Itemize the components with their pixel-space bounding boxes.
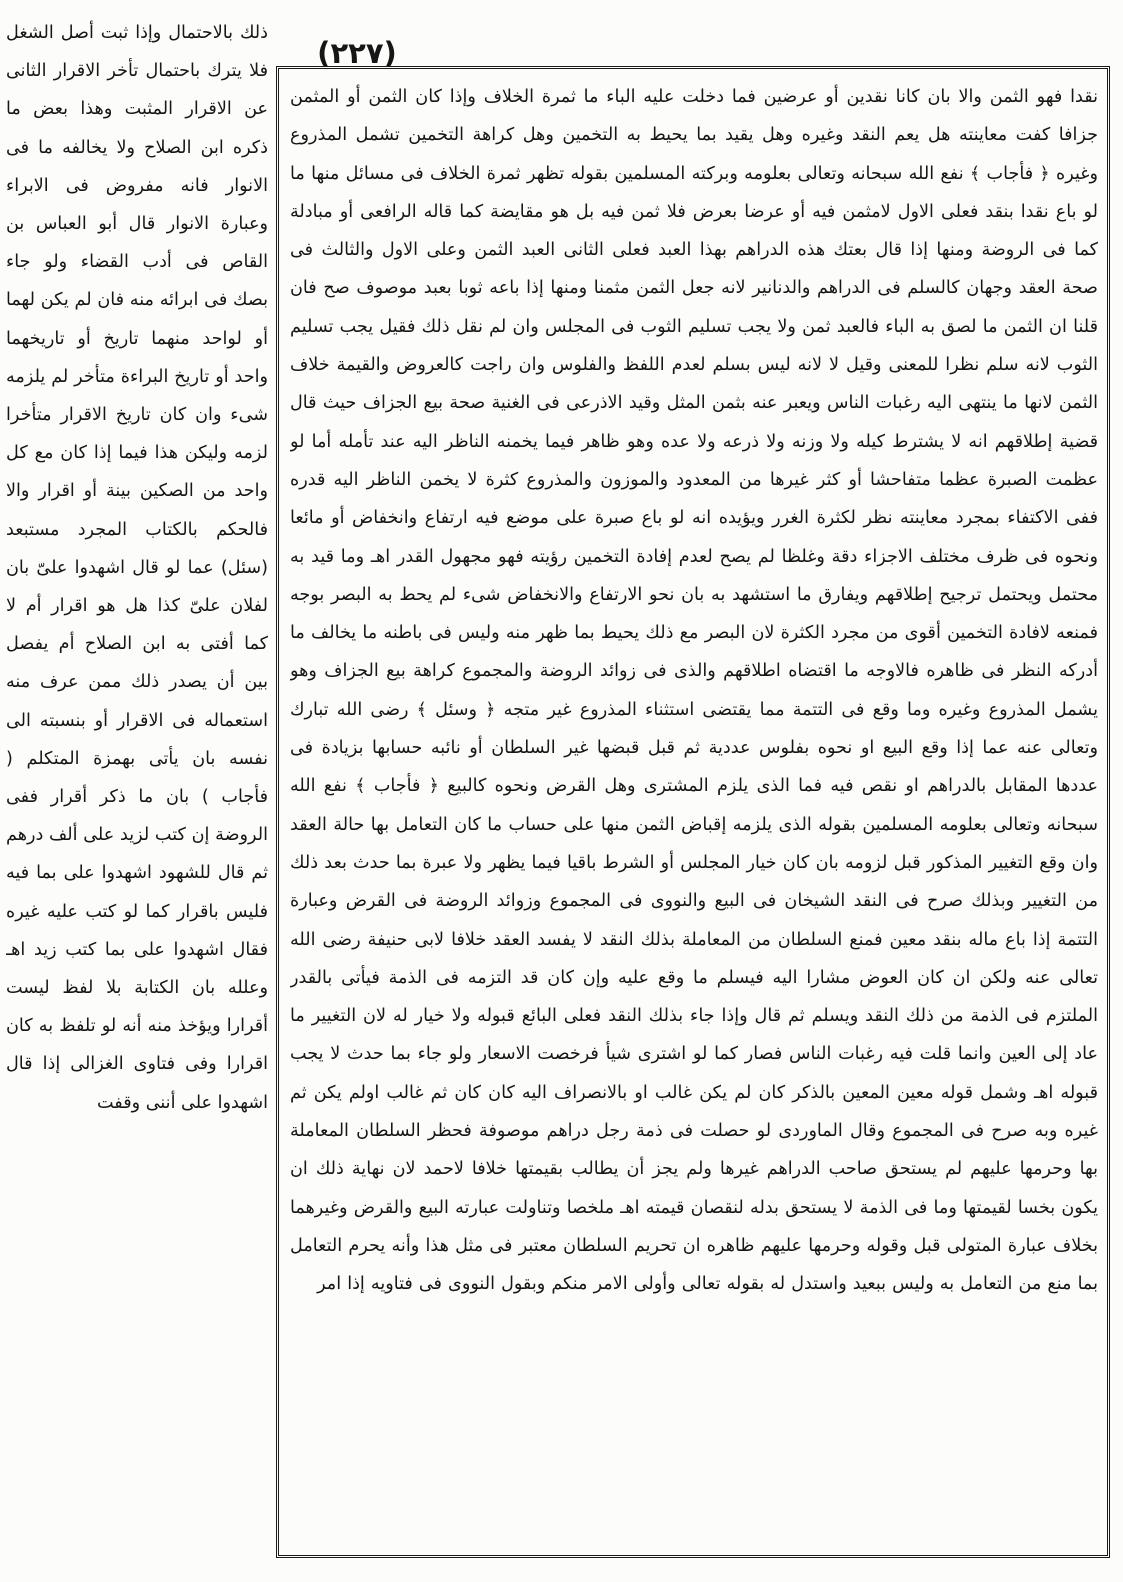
main-text-column [290, 78, 1098, 1548]
margin-text-body: ذلك بالاحتمال وإذا ثبت أصل الشغل فلا يترك باحتمال تأخر الاقرار الثانى عن الاقرار المثبت وهذا بعض ما ذكره ابن الصلاح ولا يخالفه ما فى الانوار فانه مفروض فى الابراء وعبارة الانوار قال أبو العباس بن القاص فى أدب القضاء ولو جاء بصك فى ابرائه منه فان لم يكن لهما أو لواحد منهما تاريخ أو تاريخهما واحد أو تاريخ البراءة متأخر لم يلزمه شىء وان كان تاريخ الاقرار متأخرا لزمه وليكن هذا فيما إذا كان مع كل واحد من الصكين بينة أو اقرار والا فالحكم بالكتاب المجرد مستبعد (سئل) عما لو قال اشهدوا علىّ بان لفلان علىّ كذا هل هو اقرار أم لا كما أفتى به ابن الصلاح أم يفصل بين أن يصدر ذلك ممن عرف منه استعماله فى الاقرار أو بنسبته الى نفسه بان يأتى بهمزة المتكلم ( فأجاب ) بان ما ذكر أقرار ففى الروضة إن كتب لزيد على ألف درهم ثم قال للشهود اشهدوا على بما فيه فليس باقرار كما لو كتب عليه غيره فقال اشهدوا على بما كتب زيد اهـ وعلله بان الكتابة بلا لفظ ليست أقرارا ويؤخذ منه أنه لو تلفظ به كان اقرارا وفى فتاوى الغزالى إذا قال اشهدوا على أننى وقفت [6, 23, 268, 1113]
main-text-body: نقدا فهو الثمن والا بان كانا نقدين أو عرضين فما دخلت عليه الباء ما ثمرة الخلاف وإذا كان الثمن أو المثمن جزافا كفت معاينته هل يعم النقد وغيره وهل يقيد بما يحيط به التخمين وهل كراهة التخمين تشمل المذروع وغيره ﴿ فأجاب ﴾ نفع الله سبحانه وتعالى بعلومه وبركته المسلمين بقوله تظهر ثمرة الخلاف فى مسائل منها ما لو باع نقدا بنقد فعلى الاول لامثمن فيه أو عرضا بعرض فلا ثمن فيه بل هو مقايضة كما قاله الرافعى أو مبادلة كما فى الروضة ومنها إذا قال بعتك هذه الدراهم بهذا العبد فعلى الثانى العبد الثمن وعلى الاول والثالث فى صحة العقد وجهان كالسلم فى الدراهم والدنانير لانه جعل الثمن مثمنا ومنها إذا باعه ثوبا بعبد موصوف صح فان قلنا ان الثمن ما لصق به الباء فالعبد ثمن ولا يجب تسليم الثوب فى المجلس وان لم نقل ذلك فقيل يجب تسليم الثوب لانه سلم نظرا للمعنى وقيل لا لانه ليس بسلم لعدم اللفظ والفلوس وان راجت كالعروض والقيمة خلاف الثمن لانها ما ينتهى اليه رغبات الناس ويعبر عنه بثمن المثل وقيد الاذرعى فى الغنية صحة بيع الجزاف حيث قال قضية إطلاقهم انه لا يشترط كيله ولا وزنه ولا ذرعه ولا عده وهو ظاهر فيما يخمنه الناظر اليه عند تأمله أما لو عظمت الصبرة عظما متفاحشا أو كثر غيرها من المعدود والموزون والمذروع كثرة لا يخمن الناظر اليه قدره ففى الاكتفاء بمجرد معاينته نظر لكثرة الغرر ويؤيده انه لو باع صبرة على موضع فيه ارتفاع وانخفاض أو مائعا ونحوه فى ظرف مختلف الاجزاء دقة وغلظا لم يصح لعدم إفادة التخمين رؤيته فهو مجهول القدر اهـ وما قيد به محتمل ويحتمل ترجيح إطلاقهم ويفارق ما استشهد به بان نحو الارتفاع والانخفاض شىء لم يحط به البصر بوجه فمنعه لافادة التخمين أقوى من مجرد الكثرة لان البصر مع ذلك يحيط بما ظهر منه وليس فى باطنه ما يخالف ما أدركه النظر فى ظاهره فالاوجه ما اقتضاه اطلاقهم والذى فى زوائد الروضة والمجموع كراهة بيع الجزاف وهو يشمل المذروع وغيره وما وقع فى التتمة مما يقتضى استثناء المذروع غير متجه ﴿ وسئل ﴾ رضى الله تبارك وتعالى عنه عما إذا وقع البيع او نحوه بفلوس عددية ثم قبل قبضها غير السلطان أو نائبه حسابها بزيادة فى عددها المقابل بالدراهم او نقص فيه فما الذى يلزم المشترى وهل القرض ونحوه كالبيع ﴿ فأجاب ﴾ نفع الله سبحانه وتعالى بعلومه المسلمين بقوله الذى يلزمه إقباض الثمن منها على حساب ما كان التعامل بها حالة العقد وان وقع التغيير المذكور قبل لزومه بان كان خيار المجلس أو الشرط باقيا فيما يظهر ولا عبرة بما حدث بعد ذلك من التغيير وبذلك صرح فى النقد الشيخان فى البيع والنووى فى المجموع وزوائد الروضة فى القرض وعبارة التتمة إذا باع ماله بنقد معين فمنع السلطان من المعاملة بذلك النقد لا يفسد العقد خلافا لابى حنيفة رضى الله تعالى عنه ولكن ان كان العوض مشارا اليه فيسلم ما وقع عليه وإن كان قد التزمه فى الذمة فيأتى بالقدر الملتزم فى الذمة من ذلك النقد ويسلم ثم قال وإذا جاء بذلك النقد فعلى البائع قبوله ولا خيار له لان التغيير ما عاد إلى العين وانما قلت فيه رغبات الناس فصار كما لو اشترى شيأ فرخصت الاسعار ولو جاء بما حدث لا يجب قبوله اهـ وشمل قوله معين المعين بالذكر كان لم يكن غالب او بالانصراف اليه كان كان ثم غالب اولم يكن ثم غيره وبه صرح فى المجموع وقال الماوردى لو حصلت فى ذمة رجل دراهم موصوفة فحظر السلطان المعاملة بها وحرمها عليهم لم يستحق صاحب الدراهم غيرها ولم يجز أن يطالب بقيمتها خلافا لاحمد لان نهاية ذلك ان يكون بخسا لقيمتها وما فى الذمة لا يستحق بدله لنقصان قيمته اهـ ملخصا وتناولت عبارته البيع والقرض وغيرهما بخلاف عبارة المتولى قبل وقوله وحرمها عليهم ظاهره ان تحريم السلطان معتبر فى مثل هذا وأنه يحرم التعامل بما منع من التعامل به وليس ببعيد واستدل له بقوله تعالى وأولى الامر منكم وبقول النووى فى فتاويه إذا امر [290, 87, 1098, 1295]
page-number: (٢٢٧) [317, 36, 397, 70]
margin-text-column [6, 14, 268, 1574]
